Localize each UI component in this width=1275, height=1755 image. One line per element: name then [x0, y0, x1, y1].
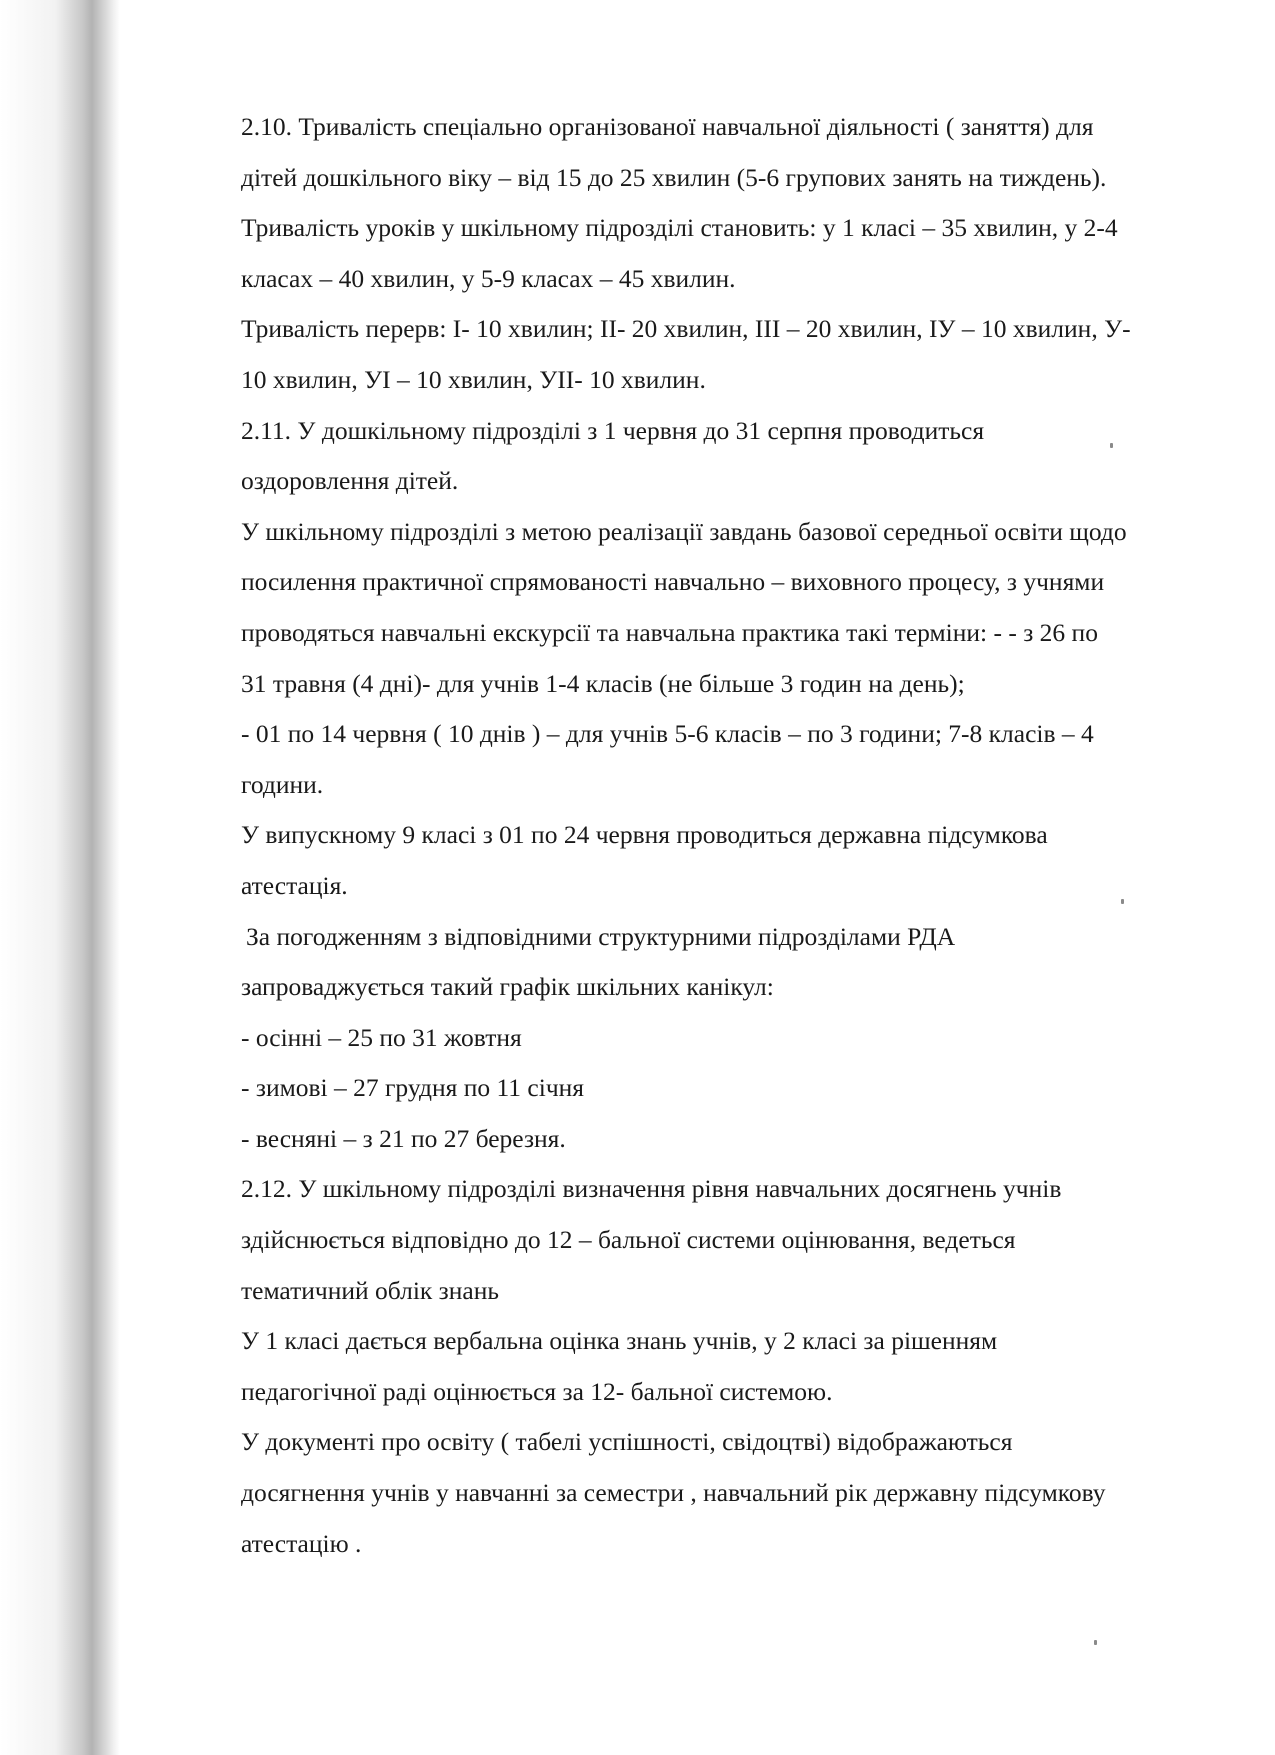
text-line: досягнення учнів у навчанні за семестри , навчальний рік державну підсумкову	[241, 1478, 1106, 1508]
text-line: Тривалість перерв: І- 10 хвилин; ІІ- 20 хвилин, ІІІ – 20 хвилин, ІУ – 10 хвилин, У-	[241, 314, 1131, 344]
text-line: - зимові – 27 грудня по 11 січня	[241, 1073, 585, 1103]
text-line: дітей дошкільного віку – від 15 до 25 хвилин (5-6 групових занять на тиждень).	[241, 162, 1107, 192]
text-line: - 01 по 14 червня ( 10 днів ) – для учнів 5-6 класів – по 3 години; 7-8 класів – 4	[241, 719, 1094, 749]
scan-speck	[1121, 899, 1124, 904]
binding-shadow	[0, 0, 120, 1755]
text-line: педагогічної раді оцінюється за 12- бальної системою.	[241, 1376, 833, 1406]
text-line: посилення практичної спрямованості навчально – виховного процесу, з учнями	[241, 567, 1105, 597]
text-line: атестація.	[241, 870, 348, 900]
document-body	[241, 102, 1251, 1569]
text-line: 2.12. У шкільному підрозділі визначення рівня навчальних досягнень учнів	[241, 1174, 1062, 1204]
text-line: У шкільному підрозділі з метою реалізації завдань базової середньої освіти щодо	[241, 516, 1127, 546]
text-line: класах – 40 хвилин, у 5-9 класах – 45 хвилин.	[241, 263, 736, 293]
text-line: запроваджується такий графік шкільних канікул:	[241, 972, 774, 1002]
text-line: 10 хвилин, УІ – 10 хвилин, УІІ- 10 хвилин.	[241, 364, 706, 394]
text-line: проводяться навчальні екскурсії та навчальна практика такі терміни: - - з 26 по	[241, 617, 1098, 647]
text-line: 2.11. У дошкільному підрозділі з 1 червня до 31 серпня проводиться	[241, 415, 985, 445]
scan-speck	[1110, 443, 1113, 448]
text-line: У випускному 9 класі з 01 по 24 червня проводиться державна підсумкова	[241, 820, 1048, 850]
text-line: години.	[241, 769, 324, 799]
text-line: атестацію .	[241, 1528, 362, 1558]
text-line: За погодженням з відповідними структурними підрозділами РДА	[246, 921, 956, 951]
text-line: - весняні – з 21 по 27 березня.	[241, 1123, 566, 1153]
text-line: У документі про освіту ( табелі успішності, свідоцтві) відображаються	[241, 1427, 1013, 1457]
text-line: - осінні – 25 по 31 жовтня	[241, 1022, 522, 1052]
text-line: 2.10. Тривалість спеціально організованої навчальної діяльності ( заняття) для	[241, 112, 1094, 141]
text-line: тематичний облік знань	[241, 1275, 499, 1305]
scan-speck	[1094, 1640, 1097, 1645]
text-line: здійснюється відповідно до 12 – бальної системи оцінювання, ведеться	[241, 1225, 1016, 1255]
text-line: У 1 класі дається вербальна оцінка знань учнів, у 2 класі за рішенням	[241, 1326, 998, 1356]
text-line: 31 травня (4 дні)- для учнів 1-4 класів (не більше 3 годин на день);	[241, 668, 965, 698]
text-line: Тривалість уроків у шкільному підрозділі становить: у 1 класі – 35 хвилин, у 2-4	[241, 213, 1118, 243]
text-line: оздоровлення дітей.	[241, 466, 459, 496]
